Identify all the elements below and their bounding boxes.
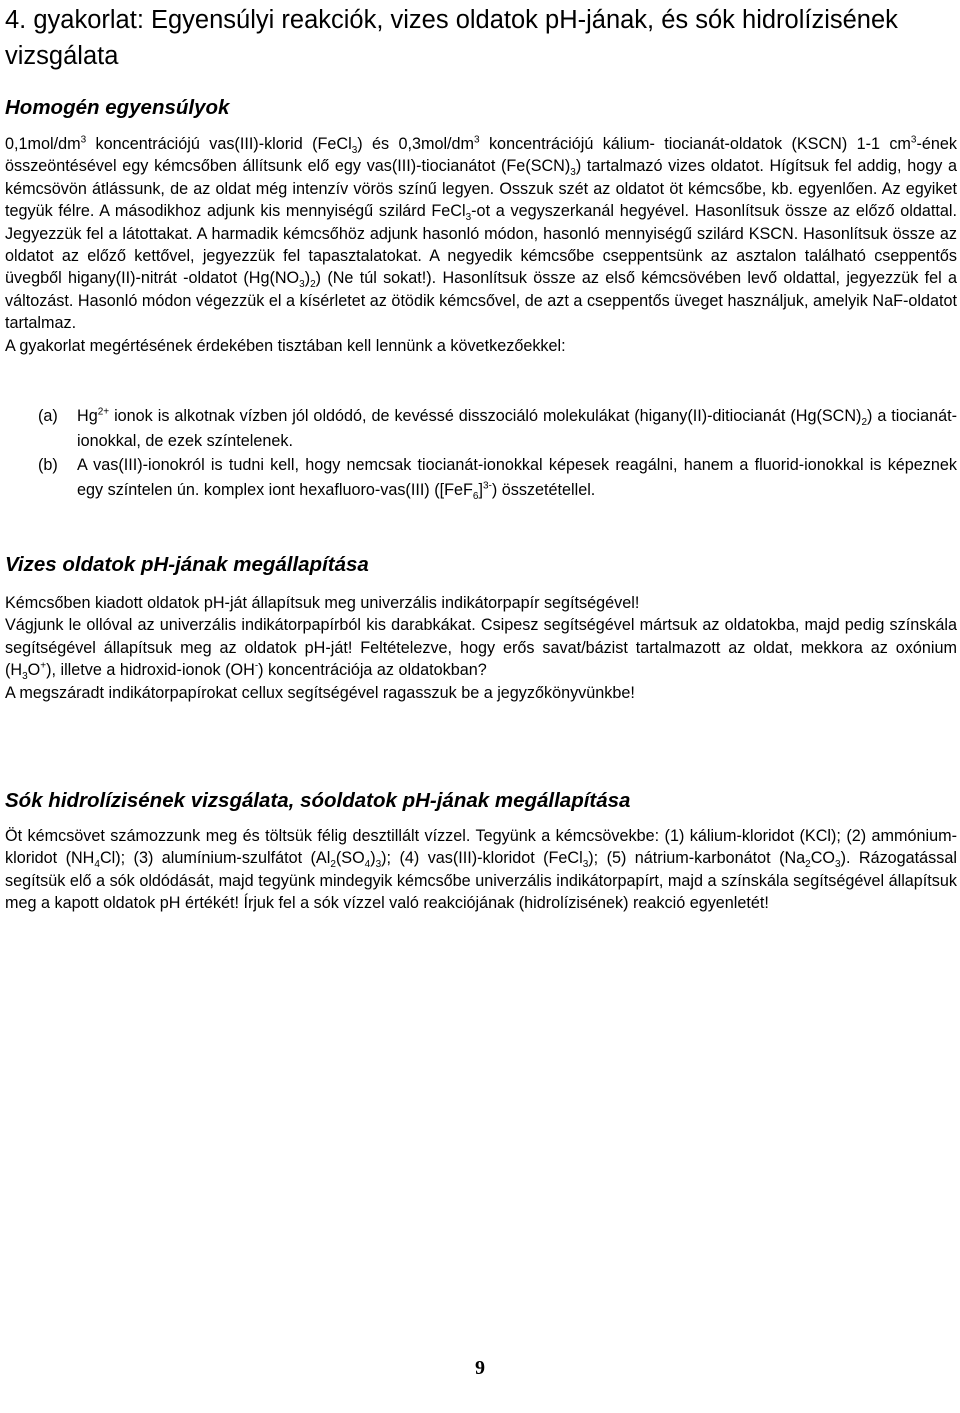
list-marker: (b) bbox=[38, 456, 58, 475]
list-item: (b) A vas(III)-ionokról is tudni kell, hogy nemcsak tiocianát-ionokkal képesek reagálni, hanem a fluorid-ionokkal is képeznek egy színtelen ún. komplex iont hexafluoro-vas(III) $([FeF_6]^{3-})$ összetétellel. bbox=[39, 453, 957, 502]
list-item: (a) $Hg^{2+}$ ionok is alkotnak vízben jól oldódó, de kevéssé disszociáló molekulákat (higany(II)-ditiocianát $(Hg(SCN)_2)$ a tiocianát-ionokkal, de ezek színtelenek. bbox=[39, 404, 957, 453]
section3-paragraph: Öt kémcsövet számozzunk meg és töltsük félig desztillált vízzel. Tegyünk a kémcsövekbe: (1) kálium-kloridot (KCl); (2) ammónium-kloridot $(NH_4Cl)$; (3) alumínium-szulfátot $(Al_2(SO_4)_3)$; (4) vas(III)-kloridot (FeCl$_3$); (5) nátrium-karbonátot $(Na_2CO_3)$. Rázogatással segítsük elő a sók oldódását, majd tegyünk mindegyik kémcsőbe univerzális indikátorpapírt, majd a színskála segítségével állapítsuk meg a kapott oldatok pH értékét! Írjuk fel a sók vízzel való reakciójának (hidrolízisének) reakció egyenletét! bbox=[5, 827, 957, 913]
list-marker: (a) bbox=[38, 407, 58, 425]
page-number: 9 bbox=[475, 1357, 485, 1379]
section1-paragraph: $0,1mol/dm^3$ koncentrációjú vas(III)-klorid (FeCl$_3$) és $0,3mol/dm^3$ koncentrációjú kálium- tiocianát-oldatok (KSCN) 1-1 $cm^3$-ének összeöntésével egy kémcsőben állítsunk elő egy vas(III)-tiocianátot $(Fe(SCN)_3)$ tartalmazó vizes oldatot. Hígítsuk fel addig, hogy a kémcsövön átlássunk, de az oldat még intenzív vörös színű legyen. Osszuk szét az oldatot öt kémcsőbe, kb. egyenlően. Az egyiket tegyük félre. A másodikhoz adjunk kis mennyiségű szilárd FeCl$_3$-ot a vegyszerkanál hegyével. Hasonlítsuk össze az előző oldattal. Jegyezzük fel a látottakat. A harmadik kémcsőhöz adjunk hasonló módon, hasonló mennyiségű szilárd KSCN. Hasonlítsuk össze az oldatot az előző kettővel, jegyezzük fel tapasztalatokat. A negyedik kémcsőbe cseppentsünk az asztalon található cseppentős üvegből higany(II)-nitrát -oldatot $(Hg(NO_3)_2)$ (Ne túl sokat!). Hasonlítsuk össze az első kémcsövében levő oldattal, jegyezzük fel a változást. Hasonló módon végezzük el a kísérletet az ötödik kémcsővel, de azt a cseppentős üveget használjuk, amelyik NaF-oldatot tartalmaz. A gyakorlat megértésének érdekében tisztában kell lennünk a következőekkel: bbox=[5, 134, 957, 355]
section-heading-hidrolizis: Sók hidrolízisének vizsgálata, sóoldatok pH-jának megállapítása bbox=[5, 789, 631, 812]
section2-paragraph: Kémcsőben kiadott oldatok pH-ját állapítsuk meg univerzális indikátorpapír segítségével! Vágjunk le ollóval az univerzális indikátorpapírból kis darabkákat. Csipesz segítségével mártsuk az oldatokba, majd pedig színskála segítségével állapítsuk meg az oldatok pH-ját! Feltételezve, hogy erős savat/bázist tartalmazott az oldat, mekkora az oxónium $(H_3O^+)$, illetve a hidroxid-ionok (OH-) koncentrációja az oldatokban? A megszáradt indikátorpapírokat cellux segítségével ragasszuk be a jegyzőkönyvünkbe! bbox=[5, 594, 957, 702]
prerequisite-list bbox=[39, 404, 957, 502]
section-heading-homogen: Homogén egyensúlyok bbox=[5, 96, 230, 119]
page-title: 4. gyakorlat: Egyensúlyi reakciók, vizes oldatok pH-jának, és sók hidrolízisének vizsgálata bbox=[5, 6, 898, 70]
section-heading-ph: Vizes oldatok pH-jának megállapítása bbox=[5, 553, 369, 576]
